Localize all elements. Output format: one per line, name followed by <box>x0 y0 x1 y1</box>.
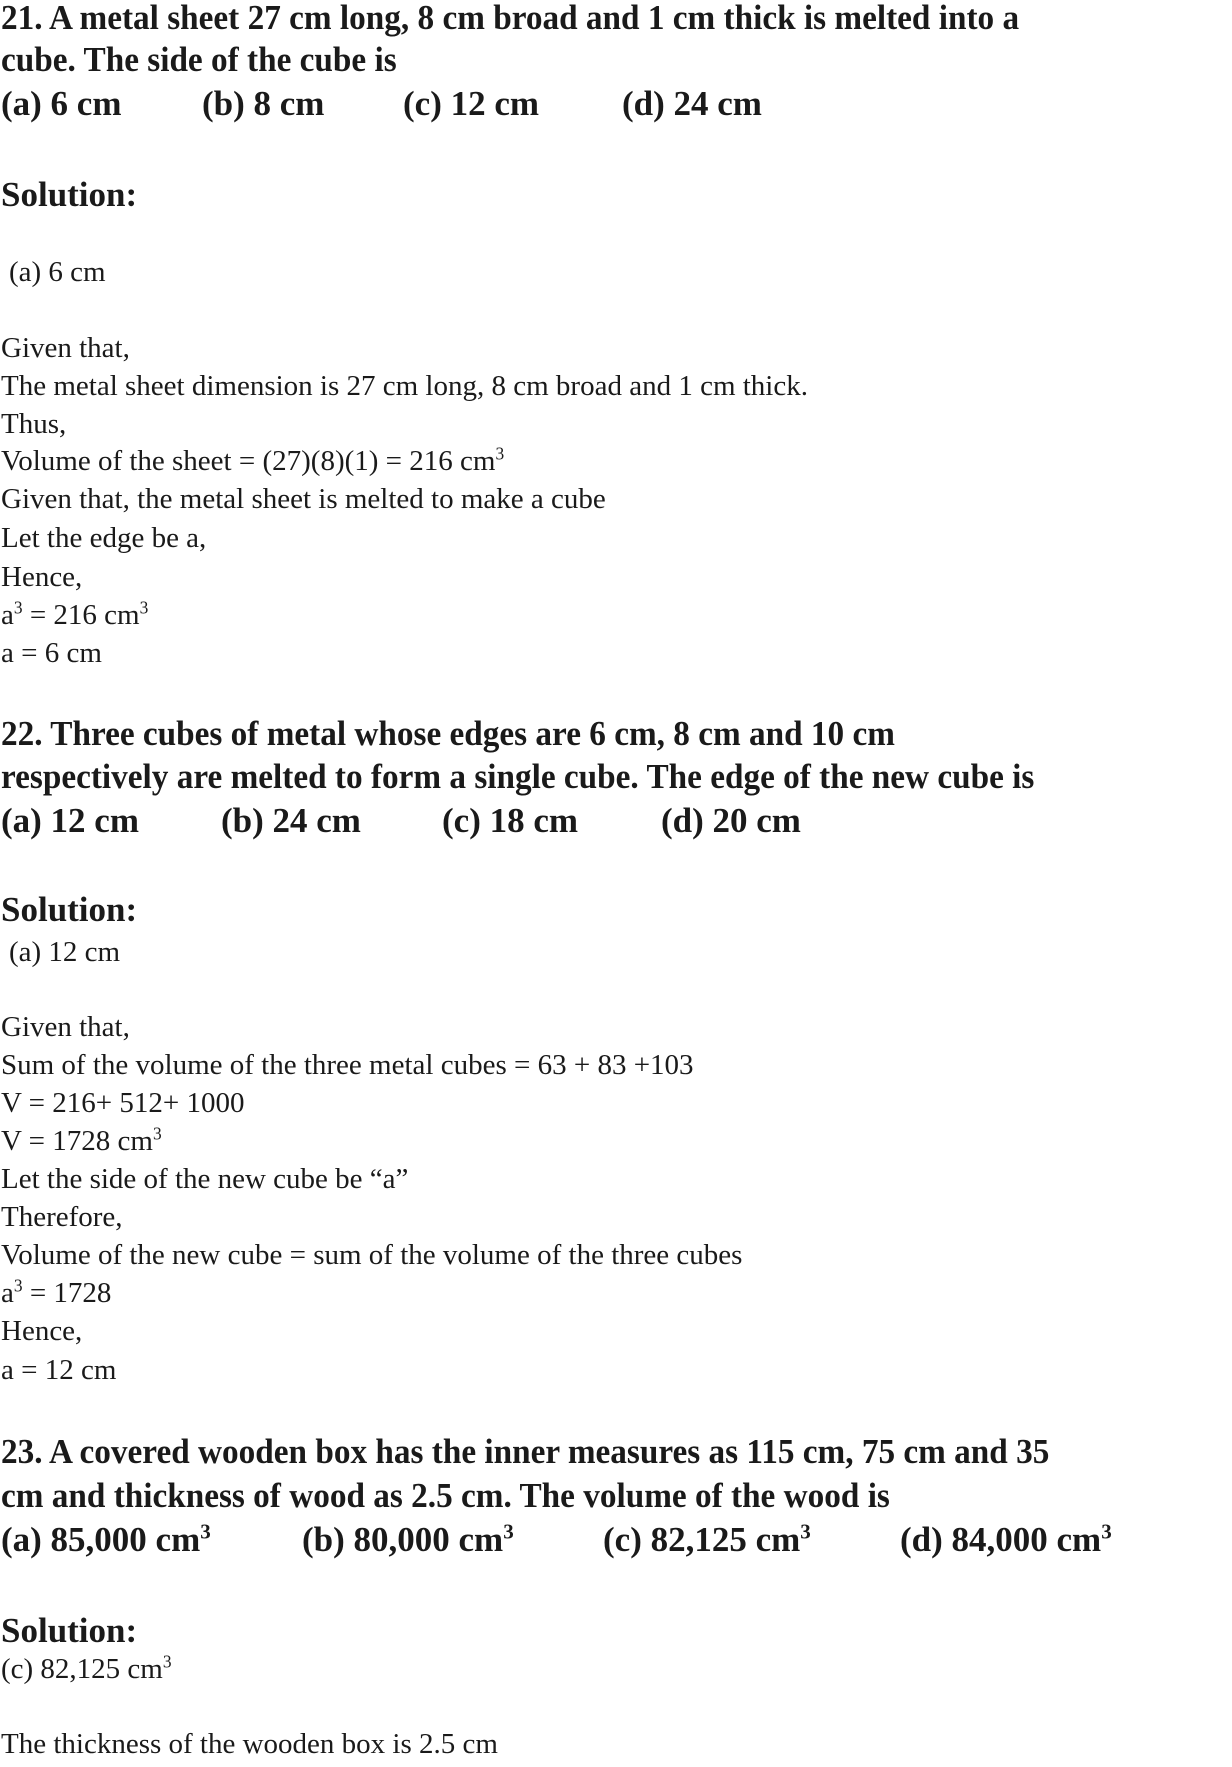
question-text: 23. A covered wooden box has the inner measures as 115 cm, 75 cm and 35 <box>1 1432 1050 1471</box>
superscript: 3 <box>503 1519 514 1544</box>
question-text: 21. A metal sheet 27 cm long, 8 cm broad and 1 cm thick is melted into a <box>1 0 1020 37</box>
solution-step <box>1 443 505 477</box>
solution-heading: Solution: <box>1 1611 138 1650</box>
superscript: 3 <box>139 597 149 618</box>
option-a: (a) 12 cm <box>1 801 140 840</box>
step-text: = 1728 <box>22 1277 112 1309</box>
superscript: 3 <box>200 1519 211 1544</box>
option-d: (d) 20 cm <box>661 801 801 840</box>
answer-text: (c) 82,125 cm <box>1 1653 163 1685</box>
question-text: 22. Three cubes of metal whose edges are 6 cm, 8 cm and 10 cm <box>1 714 895 753</box>
solution-step: V = 216+ 512+ 1000 <box>1 1087 245 1119</box>
step-text: a <box>1 1277 14 1309</box>
solution-step: Volume of the new cube = sum of the volume of the three cubes <box>1 1239 743 1271</box>
question-text: respectively are melted to form a single cube. The edge of the new cube is <box>1 757 1035 796</box>
option-c: (c) 12 cm <box>403 84 540 123</box>
solution-step: Given that, <box>1 332 130 364</box>
question-text: cm and thickness of wood as 2.5 cm. The volume of the wood is <box>1 1476 890 1515</box>
solution-step <box>1 1123 162 1157</box>
solution-step: The metal sheet dimension is 27 cm long, 8 cm broad and 1 cm thick. <box>1 370 808 402</box>
option-b <box>302 1519 514 1559</box>
step-text: V = 1728 cm <box>1 1125 153 1157</box>
answer: (a) 6 cm <box>9 256 106 288</box>
option-d: (d) 24 cm <box>622 84 762 123</box>
superscript: 3 <box>13 1275 23 1296</box>
question-text: cube. The side of the cube is <box>1 40 397 79</box>
superscript: 3 <box>1101 1519 1112 1544</box>
option-c <box>603 1519 811 1559</box>
option-text: (b) 80,000 cm <box>302 1520 504 1559</box>
solution-step <box>1 1275 112 1309</box>
solution-step: a = 6 cm <box>1 637 102 669</box>
option-text: (a) 85,000 cm <box>1 1520 201 1559</box>
solution-step: The thickness of the wooden box is 2.5 cm <box>1 1728 498 1760</box>
superscript: 3 <box>13 597 23 618</box>
solution-step: Sum of the volume of the three metal cubes = 63 + 83 +103 <box>1 1049 694 1081</box>
option-text: (d) 84,000 cm <box>900 1520 1102 1559</box>
option-c: (c) 18 cm <box>442 801 579 840</box>
superscript: 3 <box>495 443 505 464</box>
solution-step: Hence, <box>1 1315 83 1347</box>
option-b: (b) 8 cm <box>202 84 325 123</box>
solution-step: a = 12 cm <box>1 1354 117 1386</box>
option-a: (a) 6 cm <box>1 84 122 123</box>
option-a <box>1 1519 211 1559</box>
solution-heading: Solution: <box>1 890 138 929</box>
superscript: 3 <box>162 1651 172 1672</box>
option-text: (c) 82,125 cm <box>603 1520 801 1559</box>
solution-step: Hence, <box>1 561 83 593</box>
superscript: 3 <box>152 1123 162 1144</box>
solution-step: Therefore, <box>1 1201 123 1233</box>
solution-step: Let the edge be a, <box>1 522 207 554</box>
answer <box>1 1651 172 1685</box>
superscript: 3 <box>800 1519 811 1544</box>
step-text: a <box>1 599 14 631</box>
solution-step: Thus, <box>1 408 67 440</box>
solution-heading: Solution: <box>1 175 138 214</box>
option-d <box>900 1519 1112 1559</box>
solution-step: Given that, <box>1 1011 130 1043</box>
answer: (a) 12 cm <box>9 936 121 968</box>
solution-step: Given that, the metal sheet is melted to make a cube <box>1 483 606 515</box>
solution-step <box>1 597 149 631</box>
step-text: Volume of the sheet = (27)(8)(1) = 216 cm <box>1 445 496 477</box>
solution-step: Let the side of the new cube be “a” <box>1 1163 409 1195</box>
option-b: (b) 24 cm <box>221 801 361 840</box>
step-text: = 216 cm <box>22 599 140 631</box>
